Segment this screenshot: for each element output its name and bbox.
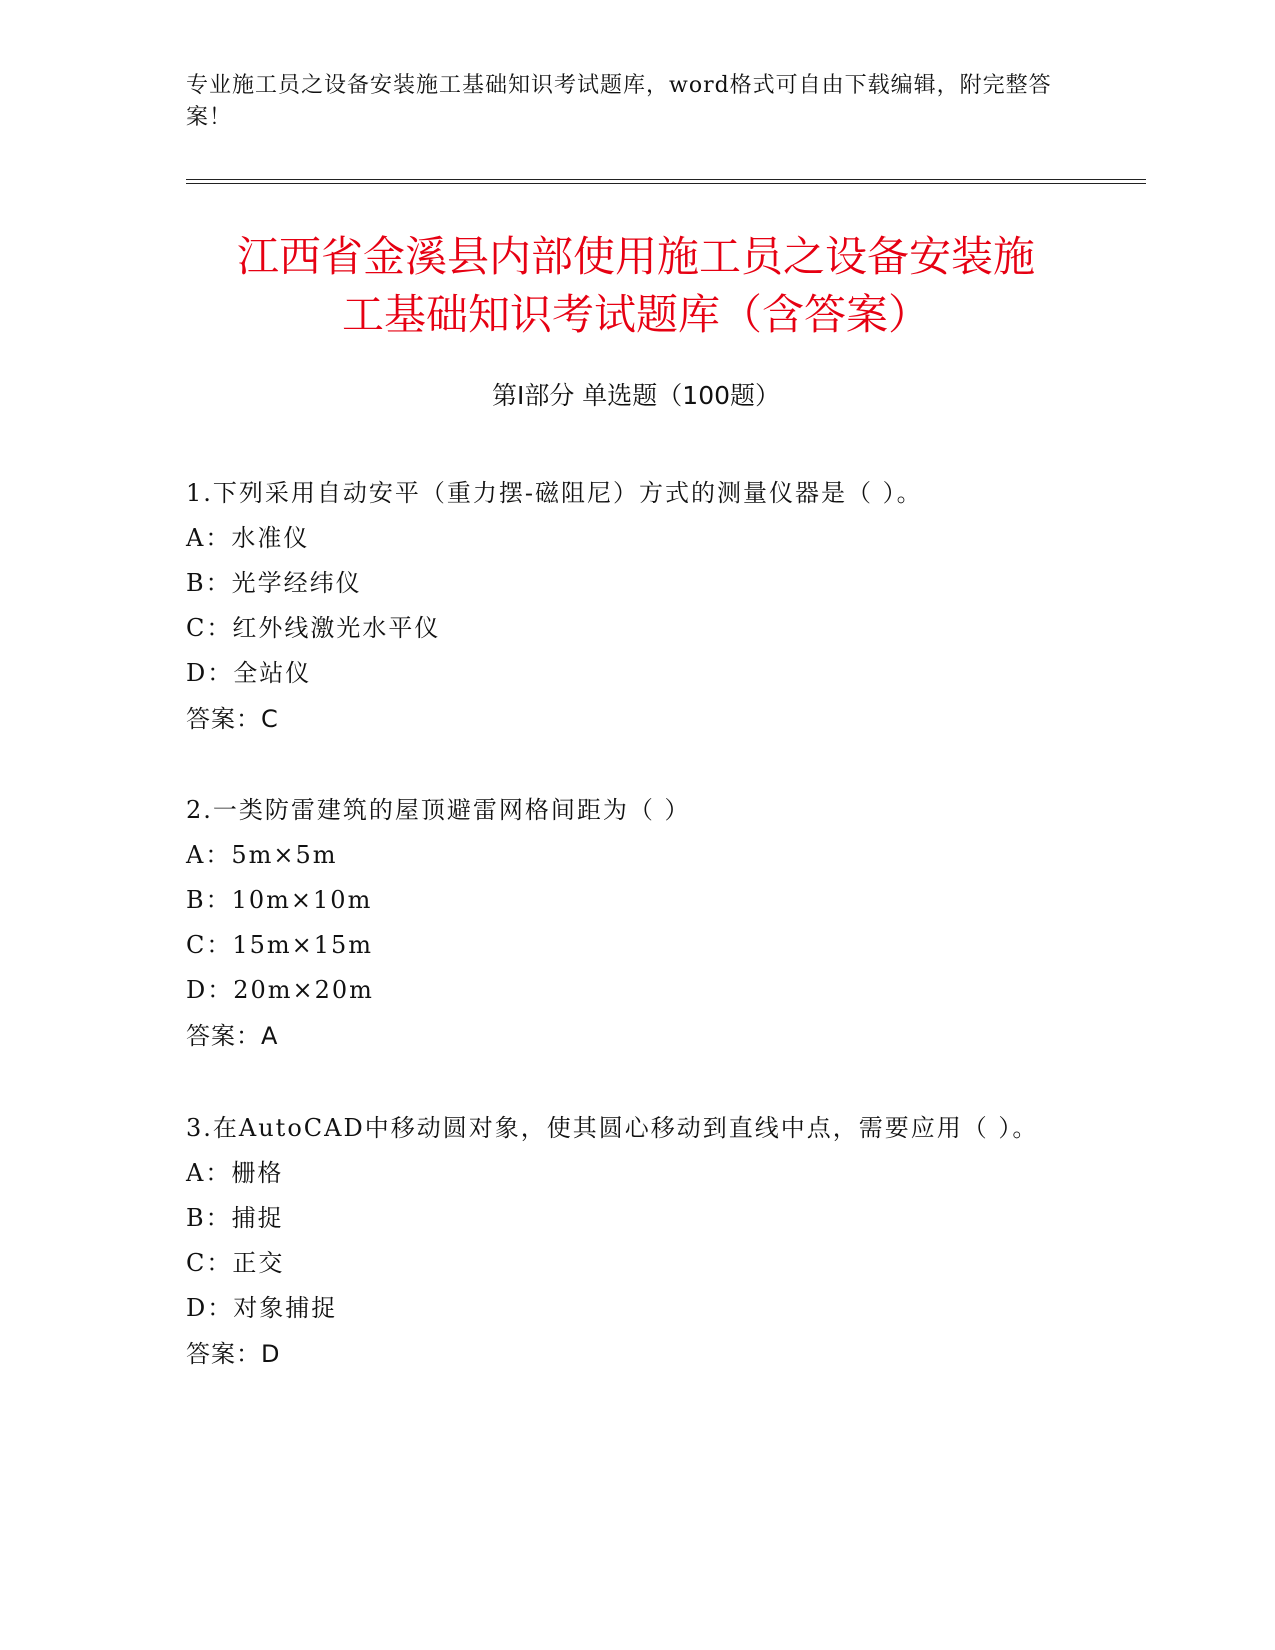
option-d: D：对象捕捉	[186, 1294, 338, 1322]
answer: 答案：D	[186, 1340, 281, 1368]
document-title	[186, 228, 1086, 344]
option-a: A：5m×5m	[186, 841, 338, 869]
section-heading: 第Ⅰ部分 单选题（100题）	[491, 381, 781, 410]
option-d: D：20m×20m	[186, 976, 374, 1004]
option-c: C：15m×15m	[186, 931, 374, 959]
option-d: D：全站仪	[186, 659, 312, 687]
question-stem: 3.在AutoCAD中移动圆对象，使其圆心移动到直线中点，需要应用（ ）。	[186, 1114, 1039, 1142]
question-1	[186, 470, 1066, 742]
header-note: 专业施工员之设备安装施工基础知识考试题库，word格式可自由下载编辑，附完整答案！	[186, 73, 1052, 130]
option-c: C：红外线激光水平仪	[186, 614, 441, 642]
question-3	[186, 1105, 1066, 1377]
question-stem: 2.一类防雷建筑的屋顶避雷网格间距为（ ）	[186, 796, 691, 824]
header-rule-top	[186, 179, 1146, 180]
option-b: B：光学经纬仪	[186, 569, 362, 597]
answer: 答案：A	[186, 1022, 279, 1050]
title-line-2: 工基础知识考试题库（含答案）	[341, 290, 930, 339]
question-2	[186, 787, 1066, 1059]
option-a: A：栅格	[186, 1159, 284, 1187]
option-a: A：水准仪	[186, 524, 310, 552]
option-c: C：正交	[186, 1249, 285, 1277]
option-b: B：10m×10m	[186, 886, 373, 914]
title-line-1: 江西省金溪县内部使用施工员之设备安装施	[236, 232, 1035, 281]
answer: 答案：C	[186, 705, 279, 733]
header-rule-bottom	[186, 183, 1146, 184]
option-b: B：捕捉	[186, 1204, 284, 1232]
question-stem: 1.下列采用自动安平（重力摆-磁阻尼）方式的测量仪器是（ ）。	[186, 479, 923, 507]
